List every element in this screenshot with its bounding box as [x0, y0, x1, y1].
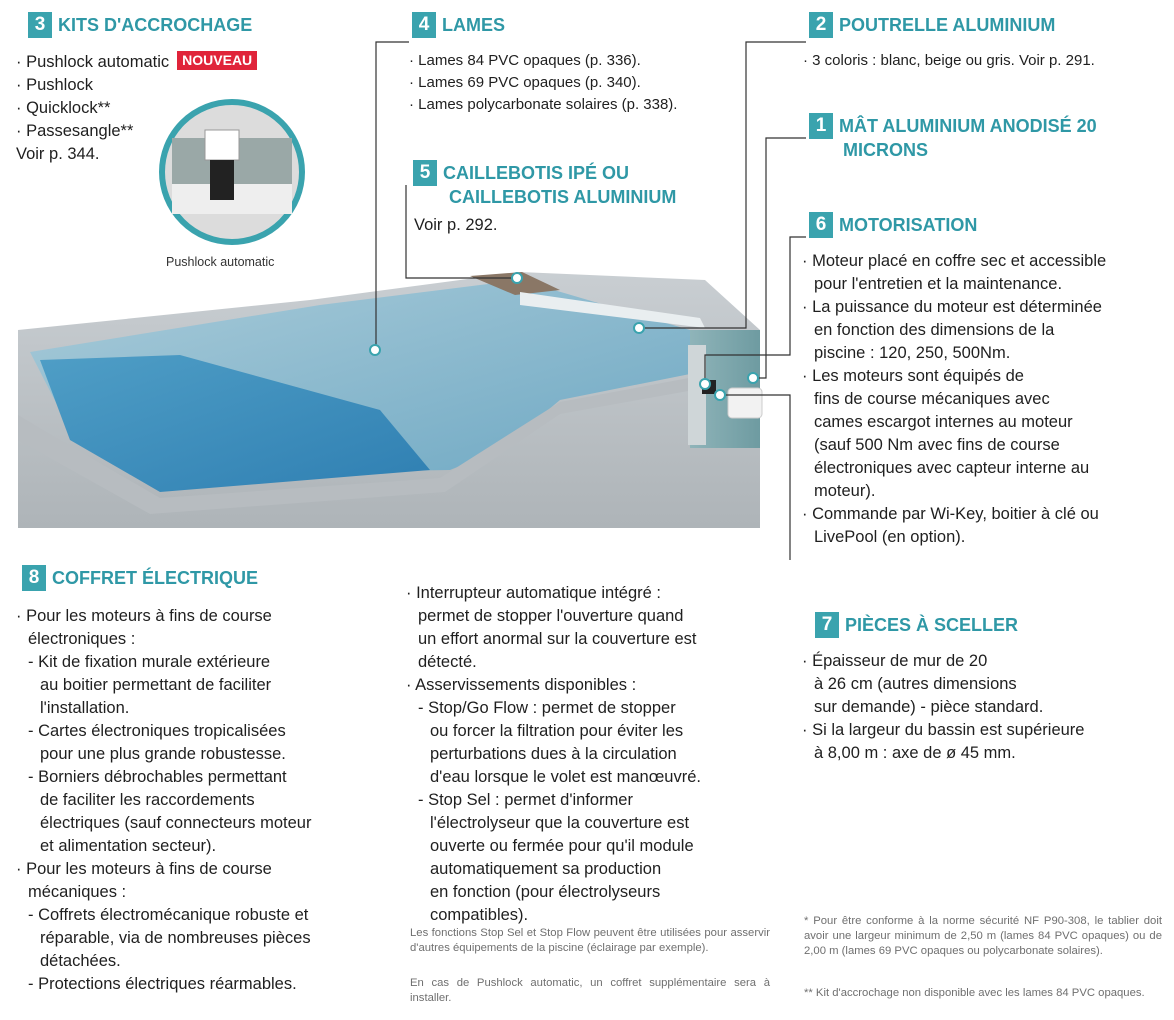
- sec6-title: MOTORISATION: [839, 215, 978, 235]
- middle-note-1: Les fonctions Stop Sel et Stop Flow peuvent être utilisées pour asservir d'autres équipements de la piscine (éclairage par exemple).: [410, 927, 770, 954]
- sec6-line: · La puissance du moteur est déterminée: [802, 298, 1102, 316]
- sec8-line: - Kit de fixation murale extérieure: [28, 653, 271, 671]
- sec7-header: [815, 612, 1018, 638]
- sec6-number: 6: [809, 212, 833, 238]
- sec3-item: · Pushlock automatic: [16, 53, 170, 71]
- sec6-line: cames escargot internes au moteur: [814, 413, 1073, 431]
- sec6-line: électroniques avec capteur interne au: [814, 459, 1090, 477]
- middle-line: ou forcer la filtration pour éviter les: [430, 722, 684, 740]
- footnote-1: * Pour être conforme à la norme sécurité NF P90-308, le tablier doit avoir une largeur minimum de 2,50 m (lames 84 PVC opaques) ou de 2,00 m (lames 69 PVC opaques ou polycarbonate solaires).: [804, 915, 1162, 957]
- sec2-header: [809, 12, 1055, 38]
- sec3-list: [16, 51, 257, 166]
- sec5-number: 5: [413, 160, 437, 186]
- sec2-item: · 3 coloris : blanc, beige ou gris. Voir p. 291.: [803, 52, 1095, 69]
- motor-coupling: [728, 388, 762, 418]
- sec8-title: COFFRET ÉLECTRIQUE: [52, 568, 258, 588]
- sec7-line: sur demande) - pièce standard.: [814, 698, 1044, 716]
- sec5-see: Voir p. 292.: [414, 216, 498, 234]
- sec3-number: 3: [28, 12, 52, 38]
- sec6-line: en fonction des dimensions de la: [814, 321, 1055, 339]
- sec6-line: · Moteur placé en coffre sec et accessible: [802, 252, 1107, 270]
- sec7-title: PIÈCES À SCELLER: [845, 615, 1019, 635]
- sec2-number: 2: [809, 12, 833, 38]
- middle-line: compatibles).: [430, 906, 529, 924]
- sec8-line: - Borniers débrochables permettant: [28, 768, 287, 786]
- sec8-line: mécaniques :: [28, 883, 127, 901]
- sec8-line: de faciliter les raccordements: [40, 791, 255, 809]
- sec2-title: POUTRELLE ALUMINIUM: [839, 15, 1056, 35]
- footnote-2: ** Kit d'accrochage non disponible avec les lames 84 PVC opaques.: [804, 987, 1145, 999]
- sec3-item: · Passesangle**: [16, 122, 134, 140]
- sec6-line: (sauf 500 Nm avec fins de course: [814, 436, 1060, 454]
- sec4-list: [409, 50, 677, 116]
- sec8-line: et alimentation secteur).: [40, 837, 217, 855]
- middle-line: l'électrolyseur que la couverture est: [430, 814, 690, 832]
- sec8-line: pour une plus grande robustesse.: [40, 745, 286, 763]
- sec7-body: [802, 650, 1172, 765]
- middle-line: d'eau lorsque le volet est manœuvré.: [430, 768, 701, 786]
- sec6-line: moteur).: [814, 482, 876, 500]
- sec6-line: fins de course mécaniques avec: [814, 390, 1050, 408]
- middle-note-2: En cas de Pushlock automatic, un coffret supplémentaire sera à installer.: [410, 977, 770, 1004]
- sec6-line: pour l'entretien et la maintenance.: [814, 275, 1063, 293]
- middle-line: · Interrupteur automatique intégré :: [406, 584, 661, 602]
- new-badge: NOUVEAU: [177, 51, 257, 70]
- sec8-line: électroniques :: [28, 630, 136, 648]
- sec7-line: · Épaisseur de mur de 20: [802, 652, 988, 670]
- sec5-title-2: CAILLEBOTIS ALUMINIUM: [449, 187, 677, 207]
- sec8-line: détachées.: [40, 952, 121, 970]
- middle-line: - Stop Sel : permet d'informer: [418, 791, 633, 809]
- middle-line: ouverte ou fermée pour qu'il module: [430, 837, 694, 855]
- sec8-line: - Protections électriques réarmables.: [28, 975, 297, 993]
- sec7-line: à 8,00 m : axe de ø 45 mm.: [814, 744, 1016, 762]
- sec6-header: [809, 212, 977, 238]
- sec1-number: 1: [809, 113, 833, 139]
- sec8-line: électriques (sauf connecteurs moteur: [40, 814, 312, 832]
- sec8-line: · Pour les moteurs à fins de course: [16, 860, 272, 878]
- sec4-item: · Lames 69 PVC opaques (p. 340).: [409, 74, 641, 91]
- middle-line: un effort anormal sur la couverture est: [418, 630, 697, 648]
- sec6-line: piscine : 120, 250, 500Nm.: [814, 344, 1011, 362]
- middle-line: automatiquement sa production: [430, 860, 662, 878]
- middle-line: permet de stopper l'ouverture quand: [418, 607, 684, 625]
- sec8-line: réparable, via de nombreuses pièces: [40, 929, 311, 947]
- middle-line: détecté.: [418, 653, 477, 671]
- sec4-item: · Lames polycarbonate solaires (p. 338).: [409, 96, 678, 113]
- sec4-item: · Lames 84 PVC opaques (p. 336).: [409, 52, 641, 69]
- sec8-line: au boitier permettant de faciliter: [40, 676, 272, 694]
- sec8-line: - Coffrets électromécanique robuste et: [28, 906, 309, 924]
- sec3-title: KITS D'ACCROCHAGE: [58, 15, 253, 35]
- sec6-body: [802, 250, 1172, 549]
- sec6-line: · Les moteurs sont équipés de: [802, 367, 1024, 385]
- sec7-line: · Si la largeur du bassin est supérieure: [802, 721, 1085, 739]
- sec6-line: · Commande par Wi-Key, boitier à clé ou: [802, 505, 1099, 523]
- middle-line: perturbations dues à la circulation: [430, 745, 677, 763]
- middle-line: · Asservissements disponibles :: [406, 676, 637, 694]
- sec5-title-1: CAILLEBOTIS IPÉ OU: [443, 163, 630, 183]
- sec3-item: · Pushlock: [16, 76, 94, 94]
- sec8-line: · Pour les moteurs à fins de course: [16, 607, 272, 625]
- middle-body: [406, 582, 786, 927]
- sec3-header: [28, 12, 252, 38]
- sec6-line: LivePool (en option).: [814, 528, 966, 546]
- sec8-header: [22, 565, 258, 591]
- sec4-number: 4: [412, 12, 436, 38]
- sec3-see: Voir p. 344.: [16, 145, 100, 163]
- sec5-header: [413, 160, 676, 208]
- sec3-item: · Quicklock**: [16, 99, 111, 117]
- sec8-body: [16, 605, 396, 996]
- sec1-header: [809, 113, 1097, 161]
- middle-line: - Stop/Go Flow : permet de stopper: [418, 699, 676, 717]
- pushlock-caption: Pushlock automatic: [166, 255, 275, 269]
- sec8-line: - Cartes électroniques tropicalisées: [28, 722, 286, 740]
- middle-line: en fonction (pour électrolyseurs: [430, 883, 661, 901]
- sec1-title-1: MÂT ALUMINIUM ANODISÉ 20: [839, 116, 1097, 136]
- sec1-title-2: MICRONS: [843, 140, 928, 160]
- sec8-number: 8: [22, 565, 46, 591]
- sec4-header: [412, 12, 505, 38]
- sec7-line: à 26 cm (autres dimensions: [814, 675, 1017, 693]
- sec4-title: LAMES: [442, 15, 505, 35]
- sec7-number: 7: [815, 612, 839, 638]
- sec8-line: l'installation.: [40, 699, 130, 717]
